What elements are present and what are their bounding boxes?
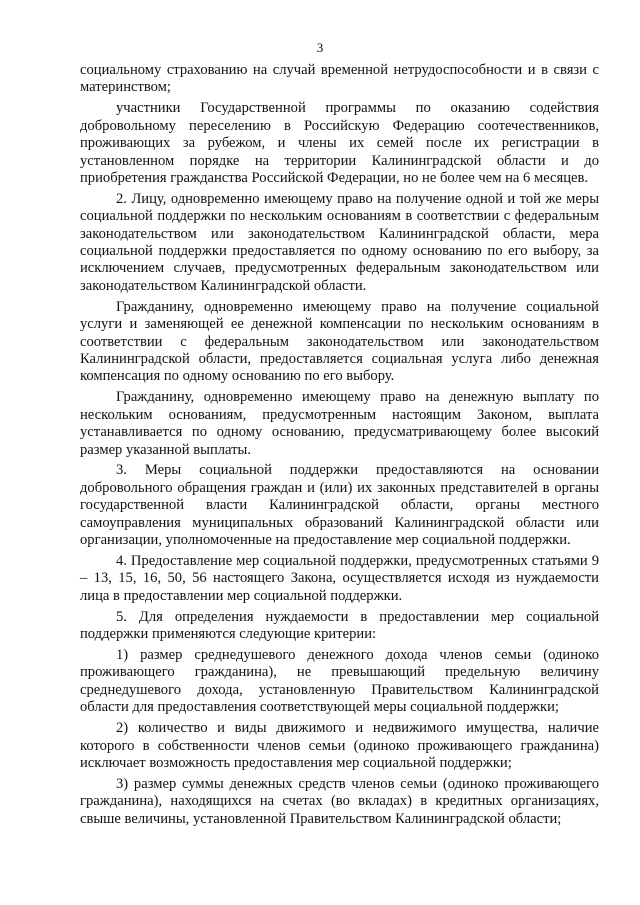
- document-body: [80, 62, 599, 832]
- paragraph: 5. Для определения нуждаемости в предоставлении мер социальной поддержки применяются следующие критерии:: [80, 608, 599, 643]
- paragraph: социальному страхованию на случай временной нетрудоспособности и в связи с материнством;: [80, 62, 599, 96]
- paragraph: 4. Предоставление мер социальной поддержки, предусмотренных статьями 9 – 13, 15, 16, 50, 56 настоящего Закона, осуществляется исходя из нуждаемости лица в предоставлении мер социальной поддержки.: [80, 552, 599, 604]
- paragraph: 2. Лицу, одновременно имеющему право на получение одной и той же меры социальной поддержки по нескольким основаниям в соответствии с федеральным законодательством или законодательством Калининградской области, мера социальной поддержки предоставляется по одному основанию по его выбору, за исключением случаев, предусмотренных федеральным законодательством или законодательством Калининградской области.: [80, 190, 599, 294]
- paragraph: 3) размер суммы денежных средств членов семьи (одиноко проживающего гражданина), находящихся на счетах (во вкладах) в кредитных организациях, свыше величины, установленной Правительством Калининградской области;: [80, 775, 599, 827]
- paragraph: Гражданину, одновременно имеющему право на денежную выплату по нескольким основаниям, предусмотренным настоящим Законом, выплата устанавливается по одному основанию, предусматривающему более высокий размер указанной выплаты.: [80, 389, 599, 458]
- paragraph: Гражданину, одновременно имеющему право на получение социальной услуги и заменяющей ее денежной компенсации по нескольким основаниям в соответствии с федеральным законодательством или законодательством Калининградской области, предоставляется социальная услуга либо денежная компенсация по одному основанию по его выбору.: [80, 298, 599, 385]
- paragraph: 3. Меры социальной поддержки предоставляются на основании добровольного обращения граждан и (или) их законных представителей в органы государственной власти Калининградской области, органы местного самоуправления муниципальных образований Калининградской области или организации, уполномоченные на предоставление мер социальной поддержки.: [80, 462, 599, 549]
- paragraph: 2) количество и виды движимого и недвижимого имущества, наличие которого в собственности членов семьи (одиноко проживающего гражданина) исключает возможность предоставления мер социальной поддержки;: [80, 720, 599, 771]
- paragraph: 1) размер среднедушевого денежного дохода членов семьи (одиноко проживающего гражданина), не превышающий предельную величину среднедушевого дохода, установленную Правительством Калининградской области для предоставления соответствующей меры социальной поддержки;: [80, 647, 599, 716]
- paragraph: участники Государственной программы по оказанию содействия добровольному переселению в Российскую Федерацию соотечественников, проживающих за рубежом, и члены их семей после их регистрации в установленном порядке на территории Калининградской области и до приобретения гражданства Российской Федерации, но не более чем на 6 месяцев.: [80, 100, 599, 186]
- page-number: 3: [316, 40, 324, 55]
